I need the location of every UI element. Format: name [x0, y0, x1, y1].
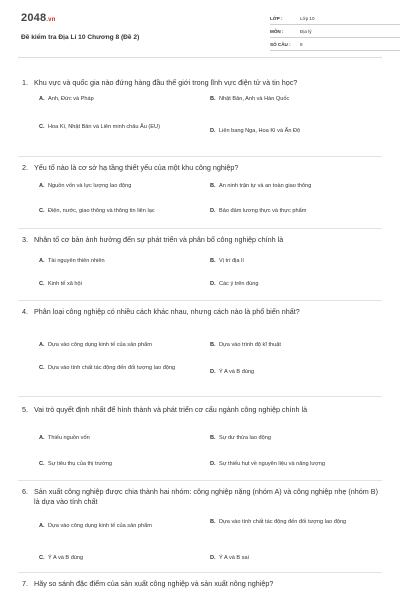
answer-option-a[interactable] [39, 258, 198, 266]
option-text: Các ý trên đúng [219, 281, 259, 287]
option-text: Kinh tế xã hội [48, 281, 82, 287]
answer-option-b[interactable] [210, 258, 369, 266]
option-letter: D. [210, 369, 216, 375]
option-letter: B. [210, 183, 216, 189]
option-text: Điện, nước, giao thông và thông tin liên lạc [48, 208, 155, 214]
answer-option-a[interactable] [39, 183, 198, 191]
answer-option-d[interactable] [210, 208, 369, 216]
question-5 [18, 405, 382, 415]
option-letter: C. [39, 555, 45, 561]
question-divider [18, 300, 382, 301]
answer-option-a[interactable] [39, 523, 198, 531]
answer-option-c[interactable] [39, 124, 196, 132]
question-text: Phân loại công nghiệp có nhiều cách khác nhau, nhưng cách nào là phổ biến nhất? [34, 307, 300, 316]
option-text: Vị trí địa lí [219, 258, 244, 264]
option-text: Sự dư thừa lao động [219, 435, 271, 441]
question-text: Yếu tố nào là cơ sở hạ tầng thiết yếu của một khu công nghiệp? [34, 163, 239, 172]
option-text: Nguồn vốn và lực lượng lao động [48, 183, 132, 189]
option-text: An ninh trận tự và an toàn giao thông [219, 183, 312, 189]
option-letter: A. [39, 523, 45, 529]
option-text: Anh, Đức và Pháp [48, 96, 94, 102]
page-header [18, 0, 382, 58]
option-text: Sự tiêu thụ của thị trường [48, 461, 113, 467]
option-letter: D. [210, 128, 216, 134]
option-letter: C. [39, 281, 45, 287]
option-letter: B. [210, 519, 216, 525]
answer-option-a[interactable] [39, 342, 198, 350]
question-1 [18, 78, 382, 88]
question-text: Hãy so sánh đặc điểm của sản xuất công nghiệp và sản xuất nông nghiệp? [34, 579, 274, 588]
meta-class-label: LỚP : [270, 15, 283, 21]
option-letter: D. [210, 281, 216, 287]
option-letter: C. [39, 208, 45, 214]
question-stem [18, 405, 382, 415]
option-text: Nhật Bản, Anh và Hàn Quốc [219, 96, 290, 102]
answer-option-b[interactable] [210, 435, 369, 443]
option-letter: C. [39, 461, 45, 467]
option-text: Dựa vào công dụng kinh tế của sản phẩm [48, 523, 152, 529]
question-text: Nhân tố cơ bản ảnh hưởng đến sự phát triển và phân bố công nghiệp chính là [34, 235, 284, 244]
meta-class-row [270, 12, 400, 25]
option-text: Bảo đảm lương thực và thực phẩm [219, 208, 307, 214]
option-letter: B. [210, 258, 216, 264]
answer-option-d[interactable] [210, 369, 369, 377]
meta-count-value: 8 [300, 41, 303, 47]
option-text: Dựa vào công dụng kinh tế của sản phẩm [48, 342, 152, 348]
question-stem [18, 235, 382, 245]
answer-option-d[interactable] [210, 128, 369, 136]
option-text: Ý A và B sai [219, 555, 249, 561]
option-text: Dựa vào tính chất tác động đến đối tượng lao động [219, 519, 347, 525]
question-2 [18, 163, 382, 173]
option-text: Dựa vào trình độ kĩ thuật [219, 342, 281, 348]
answer-option-c[interactable] [39, 365, 196, 373]
option-letter: A. [39, 183, 45, 189]
question-divider [18, 480, 382, 481]
meta-subject-label: MÔN : [270, 28, 284, 34]
option-letter: D. [210, 208, 216, 214]
meta-subject-row [270, 25, 400, 38]
option-letter: A. [39, 96, 45, 102]
answer-option-a[interactable] [39, 435, 198, 443]
question-divider [18, 396, 382, 397]
option-letter: D. [210, 555, 216, 561]
option-letter: D. [210, 461, 216, 467]
option-letter: B. [210, 96, 216, 102]
answer-option-c[interactable] [39, 461, 198, 469]
question-number: 1. [22, 78, 28, 87]
question-3 [18, 235, 382, 245]
answer-option-d[interactable] [210, 555, 369, 563]
option-text: Ý A và B đúng [48, 555, 84, 561]
question-stem [18, 307, 382, 317]
option-letter: A. [39, 258, 45, 264]
question-number: 7. [22, 579, 28, 588]
option-text: Hoa Kì, Nhật Bản và Liên minh châu Âu (EU) [48, 124, 160, 130]
question-divider [18, 228, 382, 229]
answer-option-c[interactable] [39, 208, 198, 216]
answer-option-b[interactable] [210, 183, 369, 191]
meta-count-label: SỐ CÂU : [270, 41, 291, 47]
answer-option-a[interactable] [39, 96, 198, 104]
option-letter: B. [210, 435, 216, 441]
option-text: Liên bang Nga, Hoa Kì và Ấn Độ [219, 128, 301, 134]
question-text: Vai trò quyết định nhất để hình thành và phát triển cơ cấu ngành công nghiệp chính là [34, 405, 308, 414]
question-stem [18, 487, 382, 507]
exam-title: Đề kiểm tra Địa Lí 10 Chương 8 (Đề 2) [21, 34, 140, 41]
answer-option-d[interactable] [210, 281, 369, 289]
answer-option-c[interactable] [39, 555, 198, 563]
option-text: Tài nguyên thiên nhiên [48, 258, 105, 264]
option-text: Ý A và B đúng [219, 369, 255, 375]
question-number: 6. [22, 487, 28, 496]
question-number: 3. [22, 235, 28, 244]
option-text: Sự thiếu hụt về nguyên liệu và năng lượng [219, 461, 326, 467]
answer-option-d[interactable] [210, 461, 369, 469]
question-text: Khu vực và quốc gia nào đứng hàng đầu thế giới trong lĩnh vực điện tử và tin học? [34, 78, 298, 87]
option-letter: C. [39, 124, 45, 130]
question-6 [18, 487, 382, 507]
question-stem [18, 579, 382, 589]
meta-count-row [270, 38, 400, 51]
question-divider [18, 156, 382, 157]
option-letter: B. [210, 342, 216, 348]
option-text: Dựa vào tính chất tác động đến đối tượng lao động [48, 365, 176, 371]
question-stem [18, 78, 382, 88]
meta-class-value: Lớp 10 [300, 15, 315, 21]
answer-option-b[interactable] [210, 96, 369, 104]
question-number: 5. [22, 405, 28, 414]
answer-option-b[interactable] [210, 519, 367, 527]
site-logo[interactable]: 2048.vn [21, 12, 56, 24]
answer-option-c[interactable] [39, 281, 198, 289]
option-text: Thiếu nguồn vốn [48, 435, 90, 441]
exam-meta [270, 12, 400, 51]
option-letter: A. [39, 342, 45, 348]
question-number: 4. [22, 307, 28, 316]
answer-option-b[interactable] [210, 342, 369, 350]
question-text: Sản xuất công nghiệp được chia thành hai nhóm: công nghiệp nặng (nhóm A) và công nghiệp nhẹ (nhóm B) là dựa vào tính chất [34, 487, 378, 506]
question-stem [18, 163, 382, 173]
meta-subject-value: Địa lý [300, 28, 312, 34]
question-divider [18, 572, 382, 573]
question-number: 2. [22, 163, 28, 172]
question-4 [18, 307, 382, 317]
option-letter: C. [39, 365, 45, 371]
option-letter: A. [39, 435, 45, 441]
question-7 [18, 579, 382, 589]
